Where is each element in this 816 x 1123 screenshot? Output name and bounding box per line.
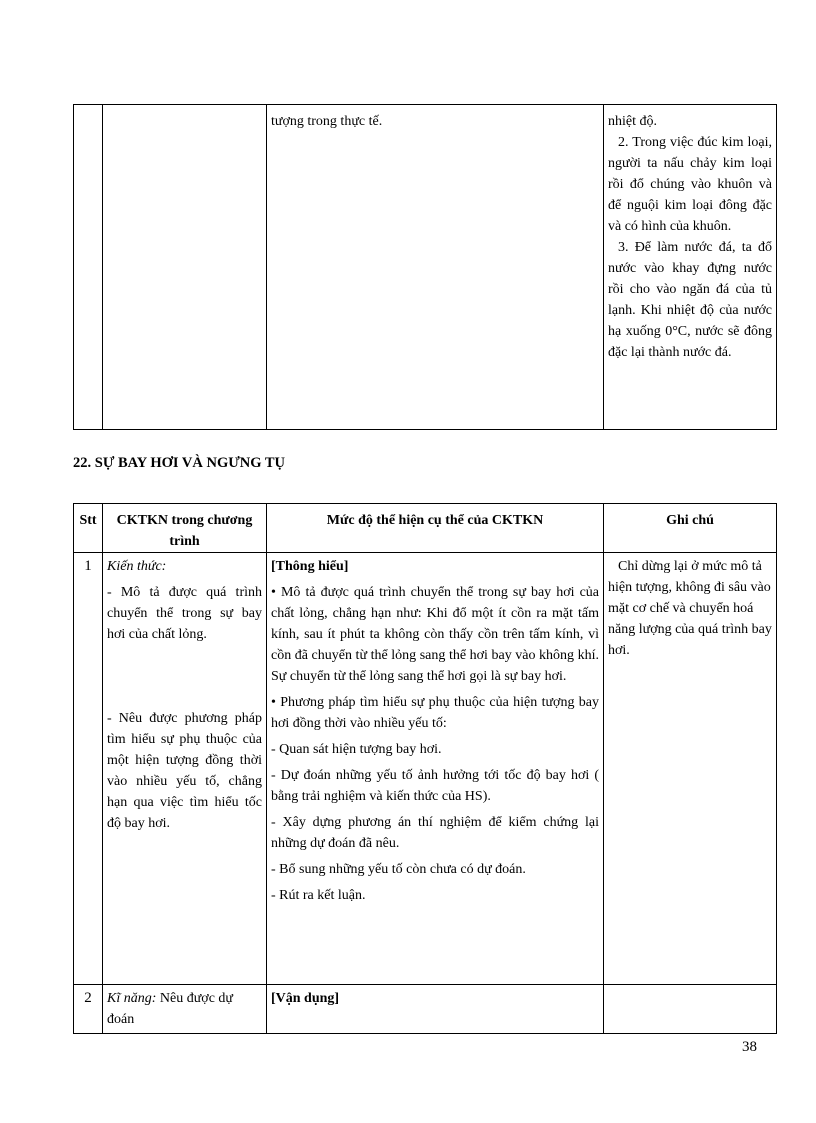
table-cell bbox=[604, 553, 777, 985]
table-header-row bbox=[74, 504, 777, 553]
table-cell bbox=[267, 553, 604, 985]
note-text: Chỉ dừng lại ở mức mô tả hiện tượng, không đi sâu vào mặt cơ chế và chuyển hoá năng lượng của quá trình bay hơi. bbox=[608, 559, 772, 658]
knowledge-item: - Mô tả được quá trình chuyển thể trong sự bay hơi của chất lỏng. bbox=[107, 585, 262, 642]
table-cell bbox=[103, 553, 267, 985]
detail-text: • Mô tả được quá trình chuyển thể trong sự bay hơi của chất lỏng, chẳng hạn như: Khi đổ một ít cồn ra mặt tấm kính, sau ít phút ta không còn thấy cồn trên tấm kính, vì cồn đã chuyển từ thể lỏng sang thể hơi bay vào không khí. Sự chuyển từ thể lỏng sang thể hơi gọi là sự bay hơi. bbox=[271, 585, 599, 684]
knowledge-label: Kiến thức: bbox=[107, 559, 167, 574]
cell-text: tượng trong thực tế. bbox=[271, 114, 383, 129]
table-row bbox=[74, 553, 777, 985]
table-cell bbox=[604, 985, 777, 1034]
step-item: - Xây dựng phương án thí nghiệm để kiểm chứng lại những dự đoán đã nêu. bbox=[271, 815, 599, 851]
column-header: Stt bbox=[74, 504, 103, 553]
table-cell bbox=[604, 105, 777, 430]
table-row bbox=[74, 105, 777, 430]
row-number: 1 bbox=[74, 553, 103, 985]
skill-text: Nêu được dự đoán bbox=[107, 991, 234, 1027]
continued-table bbox=[73, 104, 777, 430]
example-3: 3. Để làm nước đá, ta đổ nước vào khay đựng nước rồi cho vào ngăn đá của tủ lạnh. Khi nhiệt độ của nước hạ xuống 0°C, nước sẽ đông đặc lại thành nước đá. bbox=[608, 240, 772, 360]
table-cell bbox=[74, 105, 103, 430]
table-cell bbox=[103, 985, 267, 1034]
row-number: 2 bbox=[74, 985, 103, 1034]
step-item: - Bổ sung những yếu tố còn chưa có dự đoán. bbox=[271, 862, 526, 877]
cell-text: nhiệt độ. bbox=[608, 114, 657, 129]
skill-label: Kĩ năng: bbox=[107, 991, 157, 1006]
level-label: [Vận dụng] bbox=[267, 985, 604, 1034]
table-row bbox=[74, 985, 777, 1034]
page-number: 38 bbox=[742, 1039, 757, 1055]
table-cell bbox=[103, 105, 267, 430]
column-header: CKTKN trong chương trình bbox=[103, 504, 267, 553]
step-item: - Dự đoán những yếu tố ảnh hưởng tới tốc độ bay hơi ( bằng trải nghiệm và kiến thức của HS). bbox=[271, 768, 599, 804]
criteria-table bbox=[73, 503, 777, 1034]
step-item: - Quan sát hiện tượng bay hơi. bbox=[271, 742, 442, 757]
step-item: - Rút ra kết luận. bbox=[271, 888, 366, 903]
column-header: Ghi chú bbox=[604, 504, 777, 553]
level-label: [Thông hiểu] bbox=[271, 559, 349, 574]
detail-text: • Phương pháp tìm hiểu sự phụ thuộc của hiện tượng bay hơi đồng thời vào nhiều yếu tố: bbox=[271, 695, 599, 731]
example-2: 2. Trong việc đúc kim loại, người ta nấu chảy kim loại rồi đổ chúng vào khuôn và để nguội kim loại đông đặc và có hình của khuôn. bbox=[608, 135, 772, 234]
knowledge-item: - Nêu được phương pháp tìm hiểu sự phụ thuộc của một hiện tượng đồng thời vào nhiều yếu tố, chẳng hạn qua việc tìm hiểu tốc độ bay hơi. bbox=[107, 711, 262, 831]
column-header: Mức độ thể hiện cụ thể của CKTKN bbox=[267, 504, 604, 553]
section-heading: 22. SỰ BAY HƠI VÀ NGƯNG TỤ bbox=[73, 455, 286, 471]
table-cell bbox=[267, 105, 604, 430]
